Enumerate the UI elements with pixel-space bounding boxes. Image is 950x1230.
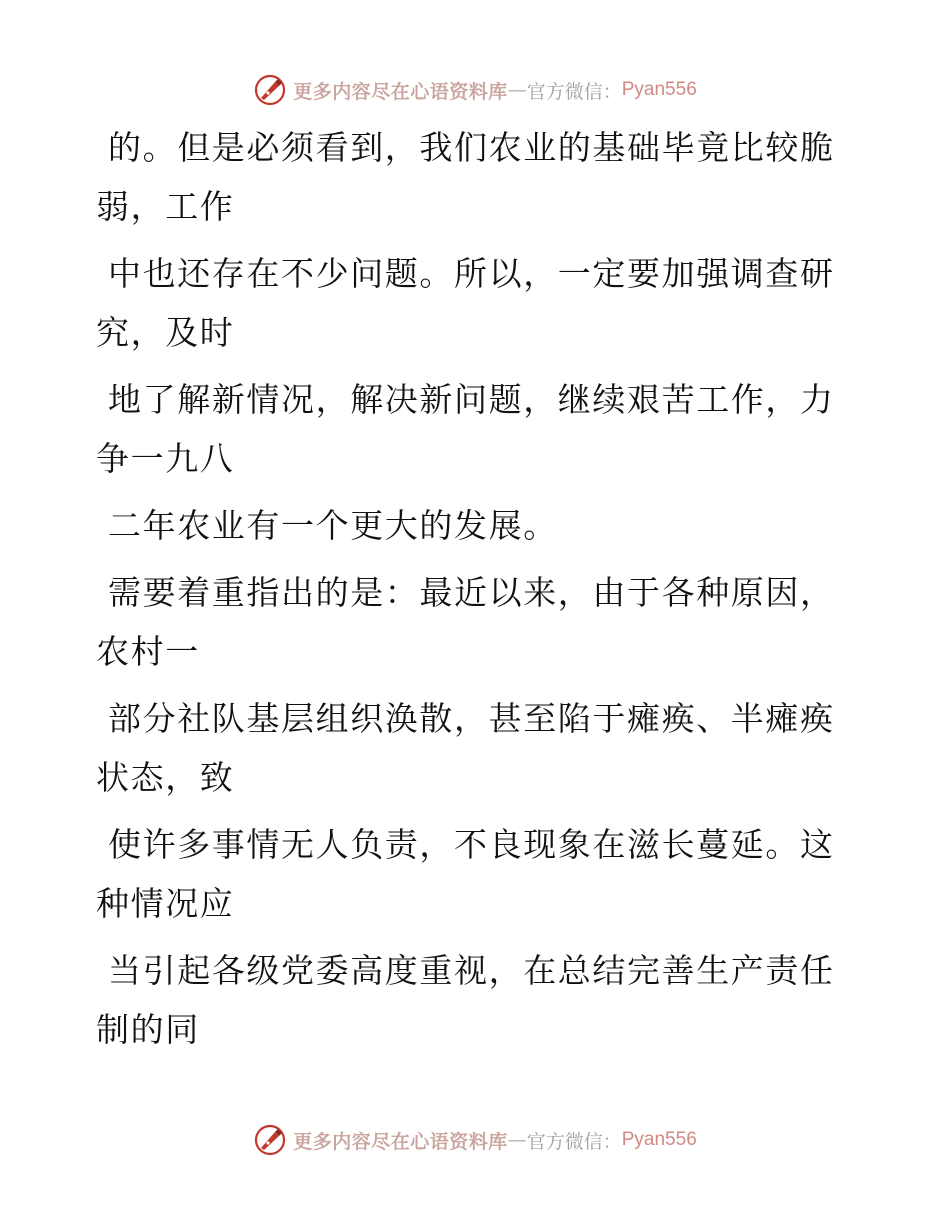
document-body <box>96 118 836 1067</box>
paragraph <box>96 118 836 236</box>
paragraph-line: 中也还存在不少问题。所以，一定要加强调查研 <box>108 254 835 293</box>
paragraph <box>96 370 836 488</box>
paragraph <box>96 941 836 1059</box>
paragraph-line: 弱，工作 <box>96 187 235 226</box>
paragraph-line: 制的同 <box>96 1010 200 1049</box>
banner-title: 更多内容尽在心语资料库 <box>293 1130 508 1153</box>
paragraph <box>96 689 836 807</box>
paragraph-line: 的。但是必须看到，我们农业的基础毕竟比较脆 <box>108 128 835 167</box>
paragraph <box>96 815 836 933</box>
pen-nib-logo-icon <box>253 73 287 107</box>
footer-banner <box>0 1120 950 1160</box>
paragraph-line: 究，及时 <box>96 313 235 352</box>
paragraph <box>96 563 836 681</box>
paragraph <box>96 496 836 555</box>
paragraph-line: 争一九八 <box>96 439 235 478</box>
paragraph-line: 种情况应 <box>96 884 235 923</box>
banner-separator: — <box>507 1129 527 1151</box>
paragraph-line: 当引起各级党委高度重视，在总结完善生产责任 <box>108 951 835 990</box>
paragraph-line: 状态，致 <box>96 758 235 797</box>
banner-wechat-id: Pyan556 <box>621 79 697 100</box>
banner-wechat-label: 官方微信： <box>526 80 622 103</box>
paragraph-line: 地了解新情况，解决新问题，继续艰苦工作，力 <box>108 380 835 419</box>
paragraph-line: 需要着重指出的是：最近以来，由于各种原因， <box>108 573 835 612</box>
banner-separator: — <box>507 79 527 101</box>
paragraph-line: 部分社队基层组织涣散，甚至陷于瘫痪、半瘫痪 <box>108 699 835 738</box>
paragraph-line: 农村一 <box>96 632 200 671</box>
paragraph <box>96 244 836 362</box>
paragraph-line: 二年农业有一个更大的发展。 <box>108 506 558 545</box>
paragraph-line: 使许多事情无人负责，不良现象在滋长蔓延。这 <box>108 825 835 864</box>
banner-title: 更多内容尽在心语资料库 <box>293 80 508 103</box>
banner-wechat-label: 官方微信： <box>526 1130 622 1153</box>
pen-nib-logo-icon <box>253 1123 287 1157</box>
banner-wechat-id: Pyan556 <box>621 1129 697 1150</box>
header-banner <box>0 70 950 110</box>
